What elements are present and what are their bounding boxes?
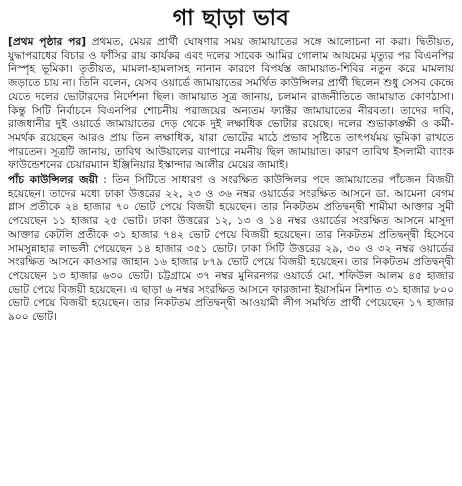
headline: গা ছাড়া ভাব xyxy=(172,6,290,31)
subheading-five-councillors: পাঁচ কাউন্সিলর জয়ী xyxy=(8,174,98,187)
paragraph-text: প্রথমত, মেয়র প্রার্থী ঘোষণার সময় জামায়াতের সঙ্গে আলোচনা না করা। দ্বিতীয়ত, যুদ্ধাপরাধের বিচার ও ফাঁসির রায় কার্যকর এবং দলের সাবেক আমির গোলাম আযমের মৃত্যুর পর বিএনপির নিস্পৃহ ভূমিকা। তৃতীয়ত, মামলা-হামলাসহ নানান কারণে বিপর্যস্ত জামায়াত-শিবির নতুন করে মামলায় জড়াতে চায় না। তিনি বলেন, যেসব ওয়ার্ডে জামায়াতের সমর্থিত কাউন্সিলর প্রার্থী ছিলেন শুধু সেসব কেন্দ্রে যেতে দলের ভোটারদের নির্দেশনা ছিল। জামায়াত সূত্র জানায়, চলমান রাজনীতিতে জামায়াত কোণঠাসা। কিন্তু সিটি নির্বাচনে বিএনপির শোচনীয় পরাজয়ের অন্যতম ফ্যাক্টর জামায়াতের নীরবতা। তাদের দাবি, রাজধানীর দুই ওয়ার্ডে জামায়াতের দেড় থেকে দুই লক্ষাধিক ভোটার রয়েছে। দলের শুভাকাঙ্ক্ষী ও কর্মী-সমর্থক রয়েছেন আরও প্রায় তিন লক্ষাধিক, যারা ভোটের মাঠে প্রভাব সৃষ্টিতে তাৎপর্যময় ভূমিকা রাখতে পারতেন। সূত্রটি জানায়, তাবিথ আউয়ালের ব্যাপারে নমনীয় ছিল জামায়াত। কারণ তাবিথ ইসলামী ব্যাংক ফাউন্ডেশনের চেয়ারম্যান ইঞ্জিনিয়ার ইস্কান্দার আলীর মেয়ের জামাই। xyxy=(8,36,454,172)
article-paragraph-continuation xyxy=(8,36,454,173)
article-paragraph-councillors xyxy=(8,174,454,325)
paragraph-text: : তিন সিটিতে সাধারণ ও সংরক্ষিত কাউন্সিলর পদে জামায়াতের পাঁচজন বিজয়ী হয়েছেন। তাদের মধ্যে ঢাকা উত্তরের ২২, ২৩ ও ৩৬ নম্বর ওয়ার্ডের সংরক্ষিত আসনে ডা. আমেনা বেগম গ্লাস প্রতীকে ২৪ হাজার ৭০ ভোট পেয়ে বিজয়ী হয়েছেন। তার নিকটতম প্রতিদ্বন্দ্বী শামীমা আক্তার সুমী পেয়েছেন ১১ হাজার ২৫ ভোট। ঢাকা উত্তরের ১২, ১৩ ও ১৪ নম্বর ওয়ার্ডের সংরক্ষিত আসনে মাসুদা আক্তার কেটলি প্রতীকে ৩১ হাজার ৭৪২ ভোট পেয়ে বিজয়ী হয়েছেন। তার নিকটতম প্রতিদ্বন্দ্বী হিসেবে সামসুন্নাহার লাভলী পেয়েছেন ১৪ হাজার ৩৫১ ভোট। ঢাকা সিটি উত্তরের ২৯, ৩০ ও ৩২ নম্বর ওয়ার্ডের সংরক্ষিত আসনে কাওসার জাহান ১৬ হাজার ৮৭৯ ভোট পেয়ে বিজয়ী হয়েছেন। তার নিকটতম প্রতিদ্বন্দ্বী পেয়েছেন ১৩ হাজার ৬৩০ ভোট। চট্টগ্রামে ৩৭ নম্বর মুনিরনগর ওয়ার্ডে মো. শফিউল আলম ৪৫ হাজার ভোট পেয়ে বিজয়ী হয়েছেন। এ ছাড়া ৬ নম্বর সংরক্ষিত আসনে ফারজানা ইয়াসমিন নিশাত ৩১ হাজার ৮০০ ভোট পেয়ে বিজয়ী হয়েছেন। তার নিকটতম প্রতিদ্বন্দ্বী আওয়ামী লীগ সমর্থিত প্রার্থী পেয়েছেন ১৭ হাজার ৯০০ ভোট। xyxy=(8,174,454,324)
continuation-marker: [প্রথম পৃষ্ঠার পর] xyxy=(8,36,87,48)
